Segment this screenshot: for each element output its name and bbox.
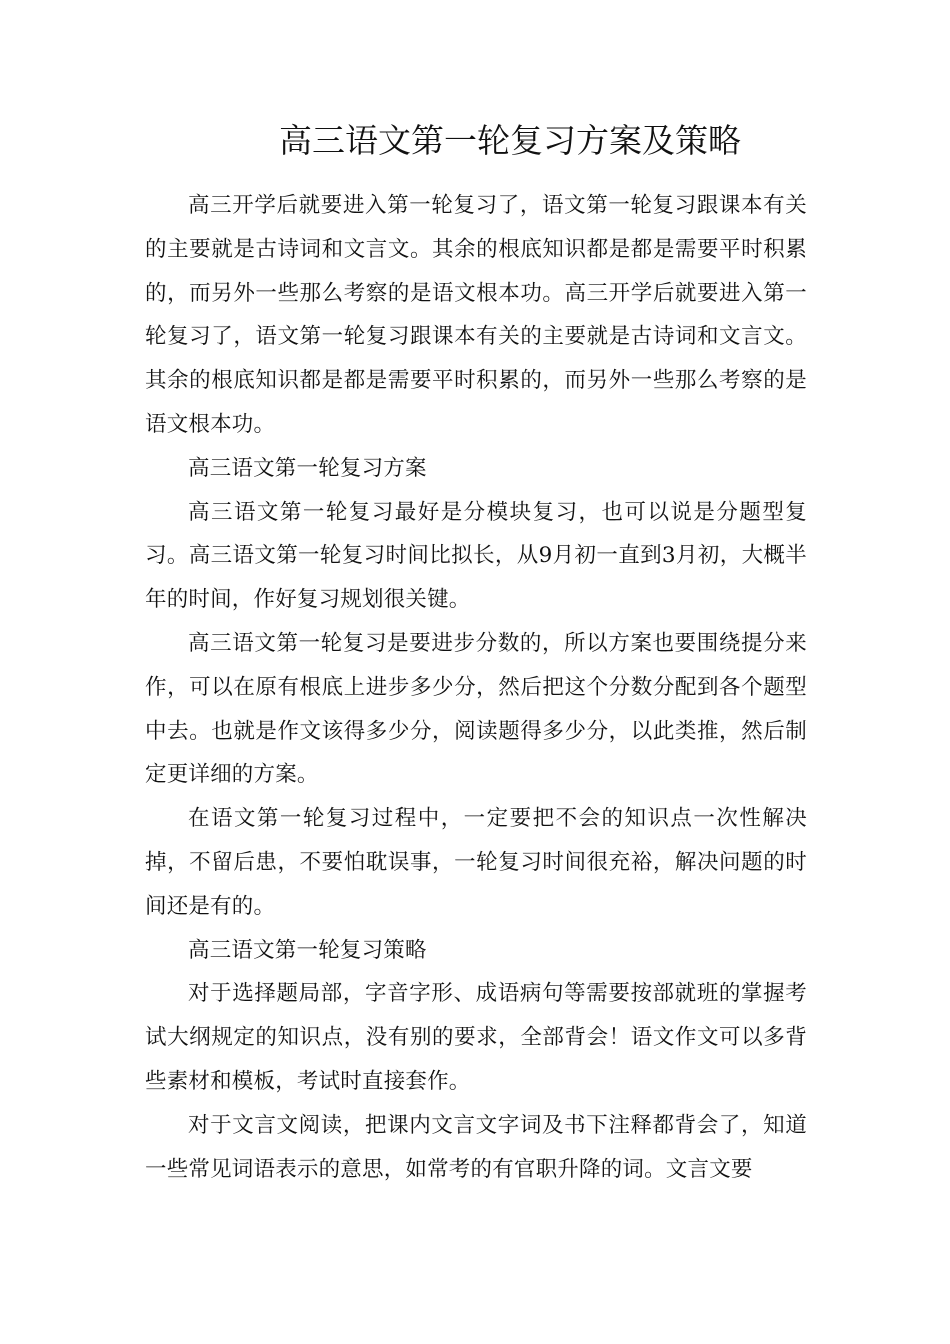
section-heading-strategy: 高三语文第一轮复习策略	[188, 937, 427, 963]
paragraph-plan-solve: 在语文第一轮复习过程中，一定要把不会的知识点一次性解决掉，不留后患，不要怕耽误事，一轮复习时间很充裕，解决问题的时间还是有的。	[145, 806, 807, 919]
paragraph-strategy-choice: 对于选择题局部，字音字形、成语病句等需要按部就班的掌握考试大纲规定的知识点，没有别的要求，全部背会！语文作文可以多背些素材和模板，考试时直接套作。	[145, 981, 807, 1094]
paragraph-plan-modules: 高三语文第一轮复习最好是分模块复习，也可以说是分题型复习。高三语文第一轮复习时间比拟长，从9月初一直到3月初，大概半年的时间，作好复习规划很关键。	[145, 499, 807, 613]
paragraph-strategy-classical: 对于文言文阅读，把课内文言文字词及书下注释都背会了，知道一些常见词语表示的意思，如常考的有官职升降的词。文言文要	[145, 1112, 807, 1182]
paragraph-intro: 高三开学后就要进入第一轮复习了，语文第一轮复习跟课本有关的主要就是古诗词和文言文。其余的根底知识都是都是需要平时积累的，而另外一些那么考察的是语文根本功。高三开学后就要进入第一轮复习了，语文第一轮复习跟课本有关的主要就是古诗词和文言文。其余的根底知识都是都是需要平时积累的，而另外一些那么考察的是语文根本功。	[145, 193, 807, 437]
paragraph-plan-scores: 高三语文第一轮复习是要进步分数的，所以方案也要围绕提分来作，可以在原有根底上进步多少分，然后把这个分数分配到各个题型中去。也就是作文该得多少分，阅读题得多少分，以此类推，然后制定更详细的方案。	[145, 630, 807, 788]
document-body	[145, 184, 807, 1191]
section-heading-plan: 高三语文第一轮复习方案	[188, 455, 427, 481]
document-title: 高三语文第一轮复习方案及策略	[279, 121, 741, 160]
